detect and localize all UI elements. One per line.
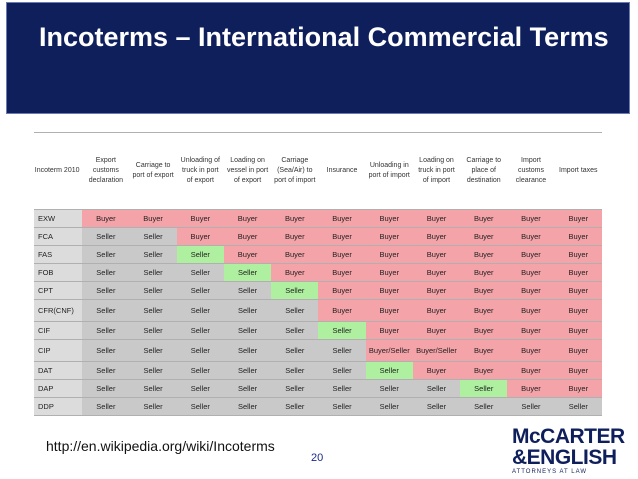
page-number: 20 [311, 452, 324, 464]
table-cell: Seller [129, 380, 176, 398]
table-cell: Buyer [271, 264, 318, 282]
table-cell: Seller [318, 362, 365, 380]
table-cell: Seller [129, 362, 176, 380]
table-cell: Buyer [413, 282, 460, 300]
column-header: Carriage to port of export [129, 133, 176, 210]
logo-line-1: McCARTER [512, 425, 625, 448]
column-header: Unloading in port of import [366, 133, 413, 210]
table-cell: Buyer [460, 322, 507, 340]
table-row [34, 246, 602, 264]
column-header: Import taxes [555, 133, 602, 210]
column-header: Carriage (Sea/Air) to port of import [271, 133, 318, 210]
table-cell: Seller [318, 322, 365, 340]
table-cell: Seller [224, 362, 271, 380]
table-cell: Buyer [366, 282, 413, 300]
table-cell: Buyer [555, 210, 602, 228]
table-cell: Seller [224, 398, 271, 416]
table-cell: Buyer [366, 322, 413, 340]
table-cell: Buyer [460, 282, 507, 300]
table-cell: Buyer [555, 228, 602, 246]
table-cell: Buyer [555, 362, 602, 380]
table-cell: Buyer [82, 210, 129, 228]
table-cell: Buyer [555, 380, 602, 398]
table-cell: Buyer [460, 246, 507, 264]
table-cell: Buyer [507, 210, 554, 228]
row-term: CPT [34, 282, 82, 300]
table-cell: Buyer [318, 228, 365, 246]
table-cell: Buyer [507, 282, 554, 300]
table-cell: Seller [82, 228, 129, 246]
table-cell: Seller [177, 322, 224, 340]
column-header: Loading on vessel in port of export [224, 133, 271, 210]
row-term: CFR(CNF) [34, 300, 82, 322]
table-cell: Seller [224, 282, 271, 300]
table-cell: Seller [271, 362, 318, 380]
table-row [34, 398, 602, 416]
table-cell: Seller [129, 398, 176, 416]
table-cell: Seller [129, 264, 176, 282]
table-cell: Seller [177, 246, 224, 264]
table-cell: Seller [271, 398, 318, 416]
table-row [34, 322, 602, 340]
table-cell: Buyer [318, 282, 365, 300]
table-cell: Buyer [507, 340, 554, 362]
table-cell: Seller [224, 380, 271, 398]
table-cell: Buyer [224, 246, 271, 264]
table-cell: Seller [129, 282, 176, 300]
table-cell: Buyer [177, 228, 224, 246]
firm-logo [512, 425, 625, 475]
table-cell: Buyer [318, 300, 365, 322]
logo-line-3: ATTORNEYS AT LAW [512, 469, 588, 475]
table-cell: Buyer [177, 210, 224, 228]
table-cell: Seller [82, 398, 129, 416]
table-cell: Seller [224, 340, 271, 362]
row-term: FOB [34, 264, 82, 282]
table-cell: Buyer [555, 340, 602, 362]
table-cell: Seller [129, 228, 176, 246]
table-cell: Buyer [413, 228, 460, 246]
row-term: DDP [34, 398, 82, 416]
table-cell: Seller [129, 322, 176, 340]
table-cell: Buyer [507, 264, 554, 282]
table-cell: Seller [177, 300, 224, 322]
table-cell: Seller [413, 398, 460, 416]
table-cell: Buyer [318, 210, 365, 228]
table-header-row [34, 133, 602, 210]
table-cell: Buyer [413, 300, 460, 322]
slide-title: Incoterms – International Commercial Terms [39, 22, 609, 52]
table-cell: Seller [366, 362, 413, 380]
table-cell: Buyer [366, 264, 413, 282]
table-cell: Seller [318, 340, 365, 362]
table-cell: Buyer [507, 322, 554, 340]
table-cell: Buyer [413, 322, 460, 340]
title-banner [6, 2, 630, 114]
table-cell: Seller [82, 264, 129, 282]
table-cell: Buyer [366, 246, 413, 264]
table-cell: Buyer [271, 210, 318, 228]
table-row [34, 228, 602, 246]
table-cell: Buyer [413, 246, 460, 264]
table-cell: Buyer [555, 282, 602, 300]
table-cell: Seller [271, 340, 318, 362]
table-cell: Seller [129, 300, 176, 322]
column-header: Loading on truck in port of import [413, 133, 460, 210]
table-cell: Buyer [555, 246, 602, 264]
table-cell: Seller [82, 362, 129, 380]
table-cell: Seller [555, 398, 602, 416]
column-header: Import customs clearance [507, 133, 554, 210]
table-cell: Seller [177, 380, 224, 398]
table-cell: Seller [129, 340, 176, 362]
table-cell: Buyer [507, 228, 554, 246]
table-cell: Buyer [224, 228, 271, 246]
slide-header [0, 0, 638, 118]
table-cell: Seller [318, 398, 365, 416]
table-cell: Buyer [366, 228, 413, 246]
table-row [34, 210, 602, 228]
row-term: FAS [34, 246, 82, 264]
column-header: Export customs declaration [82, 133, 129, 210]
column-header: Incoterm 2010 [34, 133, 82, 210]
table-cell: Seller [366, 380, 413, 398]
table-cell: Seller [460, 398, 507, 416]
table-cell: Seller [82, 380, 129, 398]
table-row [34, 362, 602, 380]
table-cell: Seller [507, 398, 554, 416]
column-header: Carriage to place of destination [460, 133, 507, 210]
table-cell: Seller [413, 380, 460, 398]
table-cell: Buyer [555, 300, 602, 322]
table-cell: Seller [177, 264, 224, 282]
table-cell: Seller [177, 398, 224, 416]
table-cell: Seller [177, 282, 224, 300]
table-cell: Buyer [366, 210, 413, 228]
table-cell: Buyer [224, 210, 271, 228]
table-cell: Buyer [460, 210, 507, 228]
logo-line-2: &ENGLISH [512, 446, 617, 469]
table-row [34, 380, 602, 398]
table-row [34, 340, 602, 362]
table-cell: Buyer [460, 228, 507, 246]
row-term: DAT [34, 362, 82, 380]
table-row [34, 282, 602, 300]
table-cell: Seller [177, 340, 224, 362]
table-cell: Seller [82, 300, 129, 322]
table-cell: Buyer [366, 300, 413, 322]
table-cell: Seller [224, 300, 271, 322]
table-cell: Seller [82, 282, 129, 300]
table-cell: Seller [224, 264, 271, 282]
table-row [34, 300, 602, 322]
row-term: FCA [34, 228, 82, 246]
table-cell: Buyer [507, 246, 554, 264]
table-cell: Seller [460, 380, 507, 398]
table-cell: Seller [271, 380, 318, 398]
table-cell: Buyer [413, 210, 460, 228]
row-term: EXW [34, 210, 82, 228]
row-term: DAP [34, 380, 82, 398]
source-url[interactable]: http://en.wikipedia.org/wiki/Incoterms [46, 438, 275, 454]
table-cell: Buyer [460, 300, 507, 322]
table-cell: Seller [177, 362, 224, 380]
table-cell: Buyer [271, 246, 318, 264]
table-cell: Buyer [507, 380, 554, 398]
table-cell: Buyer [129, 210, 176, 228]
table-cell: Seller [271, 300, 318, 322]
table-cell: Buyer [555, 264, 602, 282]
table-cell: Buyer [460, 362, 507, 380]
table-cell: Seller [224, 322, 271, 340]
table-cell: Buyer/Seller [366, 340, 413, 362]
table-cell: Seller [318, 380, 365, 398]
table-cell: Seller [271, 282, 318, 300]
table-cell: Buyer [507, 362, 554, 380]
table-cell: Buyer [318, 264, 365, 282]
table-row [34, 264, 602, 282]
table-cell: Buyer [413, 264, 460, 282]
table-cell: Seller [82, 246, 129, 264]
table-cell: Buyer [271, 228, 318, 246]
incoterms-table [34, 132, 602, 416]
table-cell: Seller [82, 340, 129, 362]
column-header: Unloading of truck in port of export [177, 133, 224, 210]
table-cell: Seller [82, 322, 129, 340]
table-cell: Buyer/Seller [413, 340, 460, 362]
table-cell: Buyer [460, 264, 507, 282]
row-term: CIP [34, 340, 82, 362]
table-cell: Seller [129, 246, 176, 264]
table-cell: Buyer [413, 362, 460, 380]
table-cell: Seller [366, 398, 413, 416]
table-cell: Buyer [318, 246, 365, 264]
table-cell: Buyer [507, 300, 554, 322]
table-cell: Buyer [460, 340, 507, 362]
table-cell: Seller [271, 322, 318, 340]
table-cell: Buyer [555, 322, 602, 340]
row-term: CIF [34, 322, 82, 340]
column-header: Insurance [318, 133, 365, 210]
